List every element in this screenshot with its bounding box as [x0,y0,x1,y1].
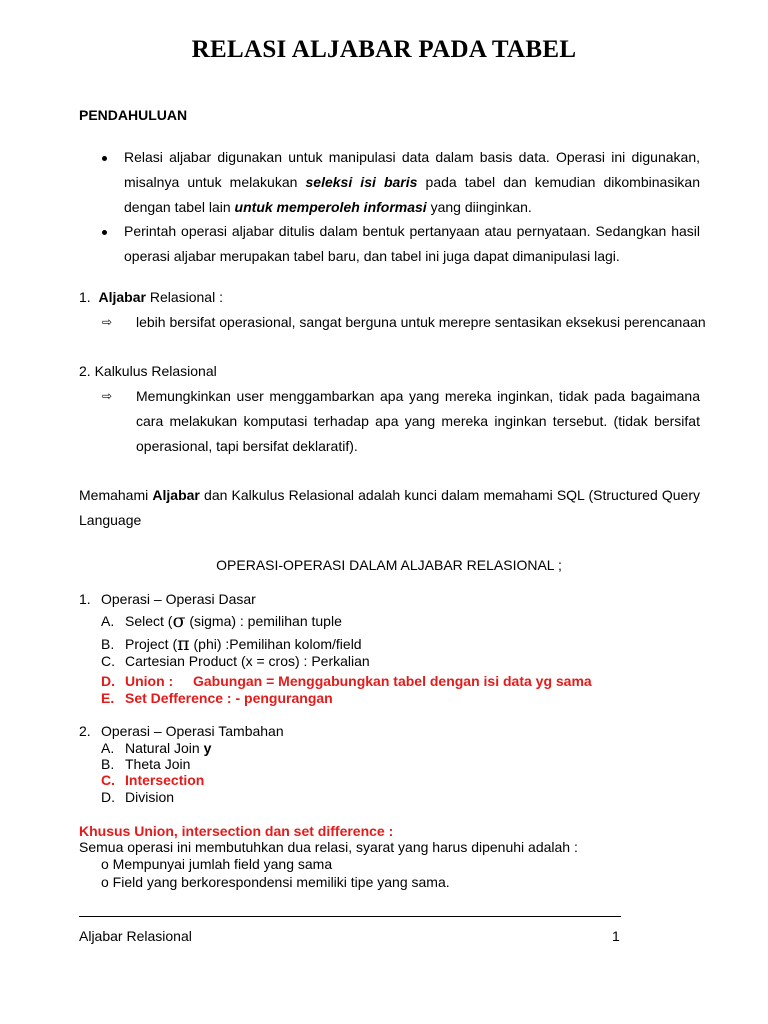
select-text: Select ( [125,613,173,629]
tambahan-c-label: C. [101,772,115,788]
dasar-c-item: Cartesian Product (x = cros) : Perkalian [125,653,370,669]
bullet-icon [102,156,107,161]
tambahan-heading: Operasi – Operasi Tambahan [101,723,284,739]
footer-title: Aljabar Relasional [79,928,192,944]
dasar-e-item: Set Defference : - pengurangan [125,690,333,706]
intro-bullet-1-line-2 [124,174,700,190]
dasar-heading: Operasi – Operasi Dasar [101,591,256,607]
intro-b1-l3-post: yang diinginkan. [430,199,532,215]
intro-bullet-1-line-1: Relasi aljabar digunakan untuk manipulasi data dalam basis data. Operasi ini digunakan, [124,149,700,165]
dasar-b-item [125,633,362,655]
sigma-symbol: σ [172,610,186,632]
natural-join-y: y [203,740,212,756]
aljabar-rest: Relasional : [149,289,223,305]
intro-b1-l2-emphasis: seleksi isi baris [305,174,418,190]
select-desc: (sigma) : pemilihan tuple [189,613,342,629]
tambahan-a-item [125,740,211,756]
bullet-icon [102,230,107,235]
tambahan-b-label: B. [101,756,115,772]
arrow-right-icon: ⇨ [102,315,113,329]
intro-bullet-1-line-3 [124,199,532,215]
project-desc: (phi) :Pemilihan kolom/field [193,636,362,652]
aljabar-number: 1. [79,289,91,305]
kalkulus-line-1: Memungkinkan user menggambarkan apa yang mereka inginkan, tidak pada bagaimana [136,388,700,404]
natural-join-text: Natural Join [125,740,200,756]
page-number: 1 [612,928,620,944]
memahami-bold: Aljabar [152,487,200,503]
pi-symbol: π [177,633,190,655]
dasar-e-label: E. [101,690,115,706]
khusus-heading: Khusus Union, intersection dan set difference : [79,823,394,839]
intro-b1-l3-pre: dengan tabel lain [124,199,231,215]
footer-divider [79,916,621,917]
khusus-line-2: o Mempunyai jumlah field yang sama [101,856,333,872]
intro-bullet-2-line-1: Perintah operasi aljabar ditulis dalam bentuk pertanyaan atau pernyataan. Sedangkan hasil [124,223,700,239]
khusus-line-1: Semua operasi ini membutuhkan dua relasi, syarat yang harus dipenuhi adalah : [79,839,578,855]
dasar-d-label: D. [101,673,115,689]
tambahan-d-label: D. [101,789,115,805]
aljabar-bold: Aljabar [98,289,146,305]
memahami-line-2: Language [79,512,142,528]
dasar-b-label: B. [101,636,115,652]
tambahan-heading-number: 2. [79,723,91,739]
dasar-c-label: C. [101,653,115,669]
project-text: Project ( [125,636,178,652]
khusus-line-3: o Field yang berkorespondensi memiliki tipe yang sama. [101,874,450,890]
dasar-d-description: Gabungan = Menggabungkan tabel dengan isi data yg sama [193,673,592,689]
kalkulus-line-3: operasional, tapi bersifat deklaratif). [136,438,358,454]
tambahan-c-item: Intersection [125,772,205,788]
kalkulus-heading: 2. Kalkulus Relasional [79,363,217,379]
tambahan-b-item: Theta Join [125,756,191,772]
dasar-heading-number: 1. [79,591,91,607]
dasar-a-label: A. [101,613,115,629]
intro-b1-l2-post: pada tabel dan kemudian dikombinasikan [425,174,700,190]
tambahan-a-label: A. [101,740,115,756]
aljabar-heading [79,289,223,305]
kalkulus-line-2: cara melakukan komputasi terhadap apa yang mereka inginkan tersebut. (tidak bersifat [136,413,700,429]
memahami-pre: Memahami [79,487,149,503]
section-heading-pendahuluan: PENDAHULUAN [79,107,188,123]
memahami-post: dan Kalkulus Relasional adalah kunci dalam memahami SQL (Structured Query [204,487,700,503]
tambahan-d-item: Division [125,789,175,805]
operations-heading: OPERASI-OPERASI DALAM ALJABAR RELASIONAL ; [216,557,562,573]
memahami-line-1 [79,487,700,503]
dasar-d-item: Union : [125,673,174,689]
aljabar-description: lebih bersifat operasional, sangat berguna untuk merepre sentasikan eksekusi perencanaan [136,314,706,330]
arrow-right-icon: ⇨ [102,389,113,403]
dasar-a-item [125,610,342,632]
intro-bullet-2-line-2: operasi aljabar merupakan tabel baru, dan tabel ini juga dapat dimanipulasi lagi. [124,248,620,264]
page-title: RELASI ALJABAR PADA TABEL [191,36,577,63]
intro-b1-l2-pre: misalnya untuk melakukan [124,174,298,190]
intro-b1-l3-emphasis: untuk memperoleh informasi [234,199,427,215]
